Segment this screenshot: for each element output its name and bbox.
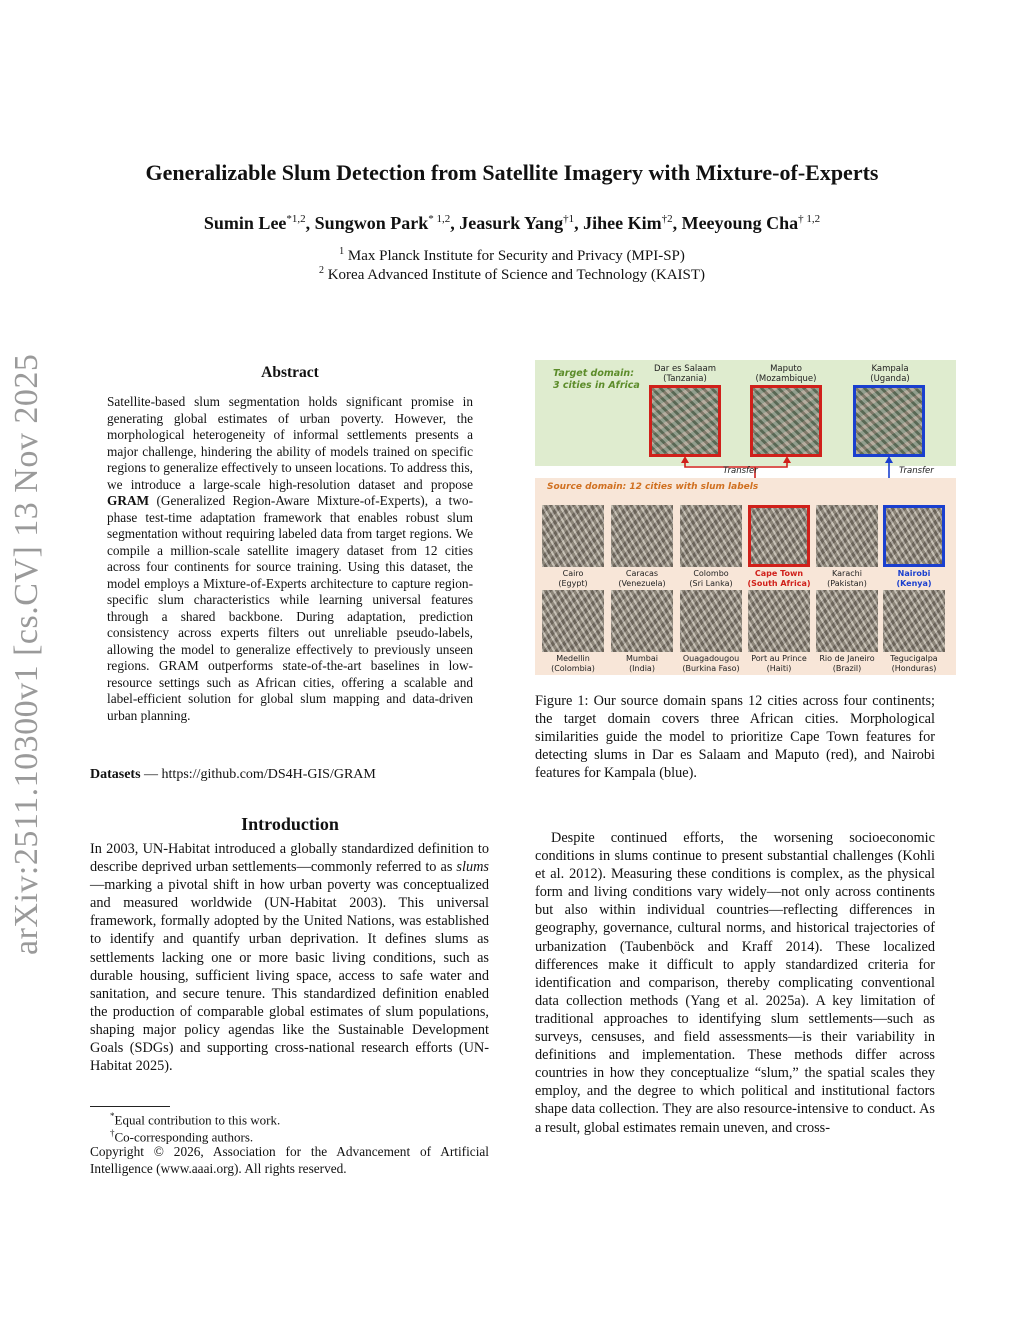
source-city-label: Medellin (Colombia) <box>551 654 595 673</box>
target-domain-label: Target domain: 3 cities in Africa <box>553 368 640 391</box>
target-city-image <box>649 385 721 457</box>
figure-1-caption: Figure 1: Our source domain spans 12 cities across four continents; the target domain covers three African cities. Morphological similarities guide the model to prioritize Cape Town features for detecting slums in Dar es Salaam and Maputo (red), and Nairobi features for Kampala (blue). <box>535 693 935 782</box>
source-city-image <box>883 590 945 652</box>
source-city-label: Port au Prince (Haiti) <box>751 654 807 673</box>
target-city-label: Maputo (Mozambique) <box>755 364 817 384</box>
source-city-label: Nairobi (Kenya) <box>896 569 932 588</box>
source-city-image <box>611 590 673 652</box>
author: Jeasurk Yang$^{\dagger 1}$, <box>459 213 584 233</box>
transfer-label: Transfer <box>723 466 758 476</box>
paper-title: Generalizable Slum Detection from Satellite Imagery with Mixture-of-Experts <box>145 160 879 185</box>
source-city-image <box>680 505 742 567</box>
footnote: *Equal contribution to this work. <box>110 1111 281 1128</box>
body-text-right <box>535 829 935 1137</box>
author: Jihee Kim$^{\dagger 2}$, <box>583 213 682 233</box>
author: Meeyoung Cha$^{\dagger 1,2}$ <box>681 213 821 233</box>
source-city-label: Cairo (Egypt) <box>558 569 588 588</box>
figure-1 <box>535 360 956 675</box>
introduction-text: In 2003, UN-Habitat introduced a globally standardized definition to describe deprived urban settlements—commonly referred to as slums—marking a pivotal shift in how urban poverty was conceptualized and measured worldwide (UN-Habitat 2003). This universal framework, formally adopted by the United Nations, was established to identify and quantify urban deprivation. It defines slums as settlements lacking one or more basic living conditions, such as durable housing, sufficient living space, access to safe water and sanitation, and secure tenure. This standardized definition enabled the production of comparable global estimates of slum populations, shaping major policy agendas like the Sustainable Development Goals (SDGs) and supporting cross-national research efforts (UN-Habitat 2025). <box>90 841 489 1075</box>
source-city-label: Mumbai (India) <box>626 654 658 673</box>
abstract-heading: Abstract <box>261 364 319 381</box>
transfer-label: Transfer <box>899 466 934 476</box>
affiliation: $^2$ Korea Advanced Institute of Science and Technology (KAIST) <box>318 265 706 283</box>
author: Sungwon Park$^{* 1,2}$, <box>314 213 460 233</box>
abstract-text: Satellite-based slum segmentation holds significant promise in generating global estimates of urban poverty. However, the morphological heterogeneity of informal settlements presents a major challenge, hindering the ability of models trained on specific regions to generalize effectively to unseen locations. To address this, we introduce a large-scale high-resolution dataset and propose GRAM (Generalized Region-Aware Mixture-of-Experts), a two-phase test-time adaptation framework that enables robust slum segmentation without requiring labeled data from target regions. We compile a million-scale satellite imagery dataset from 12 cities across four continents for source training. Using this dataset, the model employs a Mixture-of-Experts architecture to capture region-specific slum characteristics while learning universal features through a shared backbone. During adaptation, prediction consistency across experts filters out unreliable pseudo-labels, allowing the model to generalize effectively to previously unseen regions. GRAM outperforms state-of-the-art baselines in low-resource settings such as African cities, offering a scalable and label-efficient solution for global slum mapping and data-driven urban planning. <box>107 394 473 723</box>
source-city-image <box>611 505 673 567</box>
author: Sumin Lee$^{*1,2}$, <box>203 213 315 233</box>
copyright-notice: Copyright © 2026, Association for the Advancement of Artificial Intelligence (www.aaai.org). All rights reserved. <box>90 1144 489 1176</box>
source-city-label: Ouagadougou (Burkina Faso) <box>682 654 740 673</box>
footnote: †Co-corresponding authors. <box>110 1128 254 1145</box>
paragraph: Despite continued efforts, the worsening socioeconomic conditions in slums continue to present substantial challenges (Kohli et al. 2012). Measuring these conditions is complex, as the physical form and living conditions vary widely—not only across continents but also within individual countries—reflecting differences in geography, governance, cultural norms, and historical trajectories of urbanization (Taubenböck and Kraff 2014). These localized differences make it difficult to apply standardized criteria for identification and comparison, thereby complicating conventional data collection methods (Yang et al. 2025a). A key limitation of traditional approaches to identifying slum settlements—such as surveys, censuses, and field assessments—is their variability in definitions and implementation. These methods differ across countries in how they conceptualize “slum,” the spatial scales they employ, and the degree to which political and institutional factors shape data collection. They are also resource-intensive to conduct. As a result, global estimates remain uneven, and cross- <box>535 830 935 1136</box>
target-city-label: Kampala (Uganda) <box>870 364 910 384</box>
source-city-image <box>816 505 878 567</box>
source-city-image <box>542 590 604 652</box>
source-city-label: Caracas (Venezuela) <box>618 569 666 588</box>
author-list <box>0 213 1024 234</box>
source-city-image <box>680 590 742 652</box>
datasets-link[interactable]: https://github.com/DS4H-GIS/GRAM <box>161 767 376 782</box>
source-city-label: Colombo (Sri Lanka) <box>689 569 733 588</box>
source-city-image <box>748 590 810 652</box>
target-city-image <box>853 385 925 457</box>
source-city-label: Tegucigalpa (Honduras) <box>890 654 938 673</box>
footnote-rule <box>90 1106 170 1107</box>
source-domain-label: Source domain: 12 cities with slum labels <box>547 482 759 492</box>
introduction-heading: Introduction <box>241 814 339 834</box>
source-city-label: Rio de Janeiro (Brazil) <box>819 654 875 673</box>
target-domain-panel <box>535 360 956 466</box>
source-city-image <box>748 505 810 567</box>
source-city-label: Karachi (Pakistan) <box>827 569 867 588</box>
target-city-image <box>750 385 822 457</box>
datasets-line: Datasets — https://github.com/DS4H-GIS/GRAM <box>90 767 376 782</box>
source-city-image <box>542 505 604 567</box>
source-city-image <box>883 505 945 567</box>
source-city-label: Cape Town (South Africa) <box>747 569 811 588</box>
source-city-image <box>816 590 878 652</box>
source-domain-panel <box>535 478 956 675</box>
arxiv-stamp: arXiv:2511.10300v1 [cs.CV] 13 Nov 2025 <box>8 353 45 955</box>
affiliation: $^1$ Max Planck Institute for Security and Privacy (MPI-SP) <box>339 246 685 264</box>
target-city-label: Dar es Salaam (Tanzania) <box>654 364 716 384</box>
